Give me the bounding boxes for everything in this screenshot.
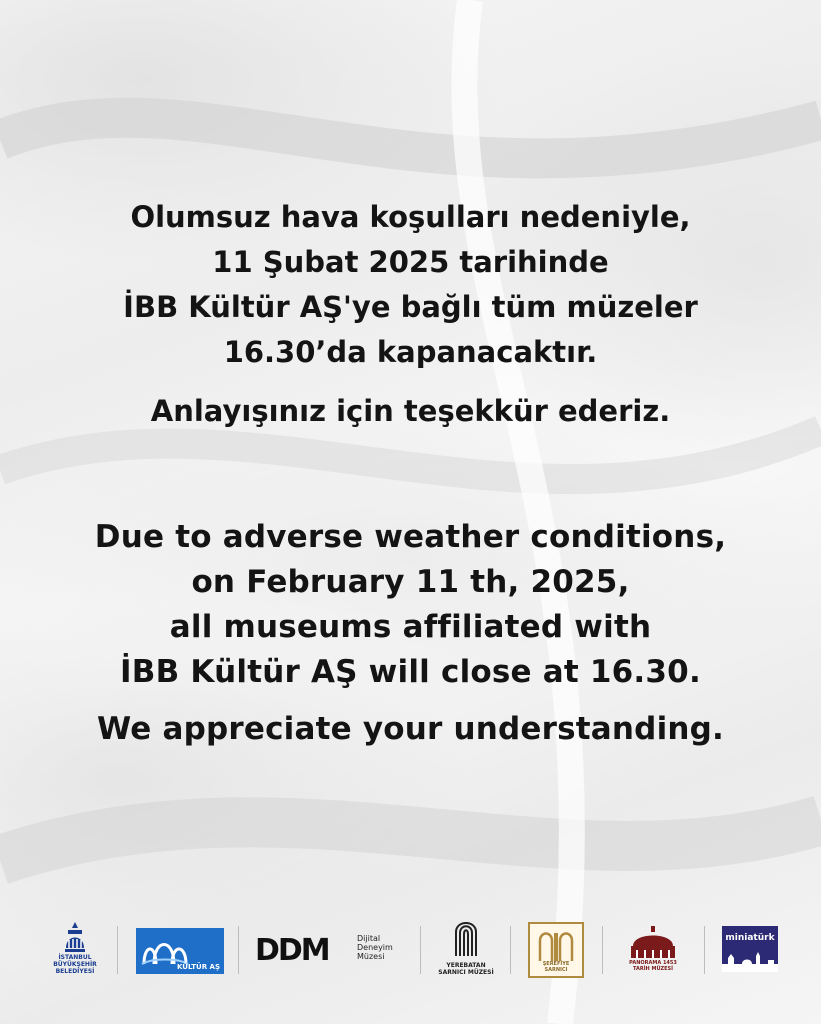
announcement-tr-line: 11 Şubat 2025 tarihinde — [212, 245, 609, 279]
yerebatan-text: SARNICI MÜZESİ — [438, 969, 494, 976]
logo-divider — [510, 926, 511, 974]
panorama-text: PANORAMA 1453 — [629, 960, 677, 966]
announcement-en-thanks: We appreciate your understanding. — [96, 711, 725, 747]
kultur-as-logo — [136, 928, 224, 974]
ibb-text: BELEDİYESİ — [55, 968, 95, 975]
ddm-subtitle-line: Müzesi — [357, 952, 385, 961]
ddm-subtitle-line: Dijital — [357, 934, 381, 943]
ddm-logo — [255, 930, 405, 970]
ddm-subtitle — [357, 934, 393, 961]
panorama-logo — [622, 926, 684, 976]
logo-divider — [420, 926, 421, 974]
announcement-tr-line: 16.30’da kapanacaktır. — [223, 335, 598, 369]
partner-logos-bar — [0, 916, 821, 986]
logo-divider — [602, 926, 603, 974]
fingerprint-arch-icon — [453, 918, 479, 958]
ibb-emblem-icon — [62, 920, 88, 954]
kultur-as-label: KÜLTÜR AŞ — [176, 963, 220, 971]
serefiye-text: SARNICI — [544, 967, 568, 973]
yerebatan-logo — [438, 918, 494, 982]
yerebatan-text: YEREBATAN — [446, 962, 486, 969]
ibb-text: BÜYÜKŞEHİR — [53, 961, 97, 968]
miniaturk-logo — [722, 926, 778, 972]
announcement-tr-line: İBB Kültür AŞ'ye bağlı tüm müzeler — [123, 290, 698, 324]
announcement-en-line: on February 11 th, 2025, — [191, 564, 630, 600]
panorama-text: TARİH MÜZESİ — [632, 966, 674, 972]
announcement-tr-thanks: Anlayışınız için teşekkür ederiz. — [150, 394, 671, 428]
serefiye-text: ŞEREFİYE — [542, 961, 570, 967]
announcement-tr-line: Olumsuz hava koşulları nedeniyle, — [130, 200, 691, 234]
logo-divider — [704, 926, 705, 974]
announcement-en-line: all museums affiliated with — [169, 609, 652, 645]
announcement-en-line: İBB Kültür AŞ will close at 16.30. — [120, 654, 701, 690]
announcement-english — [0, 515, 821, 752]
logo-divider — [117, 926, 118, 974]
miniaturk-skyline-icon — [722, 950, 778, 972]
cistern-arches-icon — [536, 927, 576, 961]
announcement-en-line: Due to adverse weather conditions, — [94, 519, 727, 555]
ddm-subtitle-line: Deneyim — [357, 943, 393, 952]
logo-divider — [238, 926, 239, 974]
ddm-wordmark: DDM — [255, 933, 329, 968]
ibb-text: İSTANBUL — [58, 954, 92, 961]
serefiye-logo — [528, 922, 584, 978]
announcement-turkish — [0, 195, 821, 434]
ibb-logo — [52, 920, 98, 982]
miniaturk-label: miniatürk — [725, 933, 775, 943]
panorama-building-icon — [627, 926, 679, 960]
